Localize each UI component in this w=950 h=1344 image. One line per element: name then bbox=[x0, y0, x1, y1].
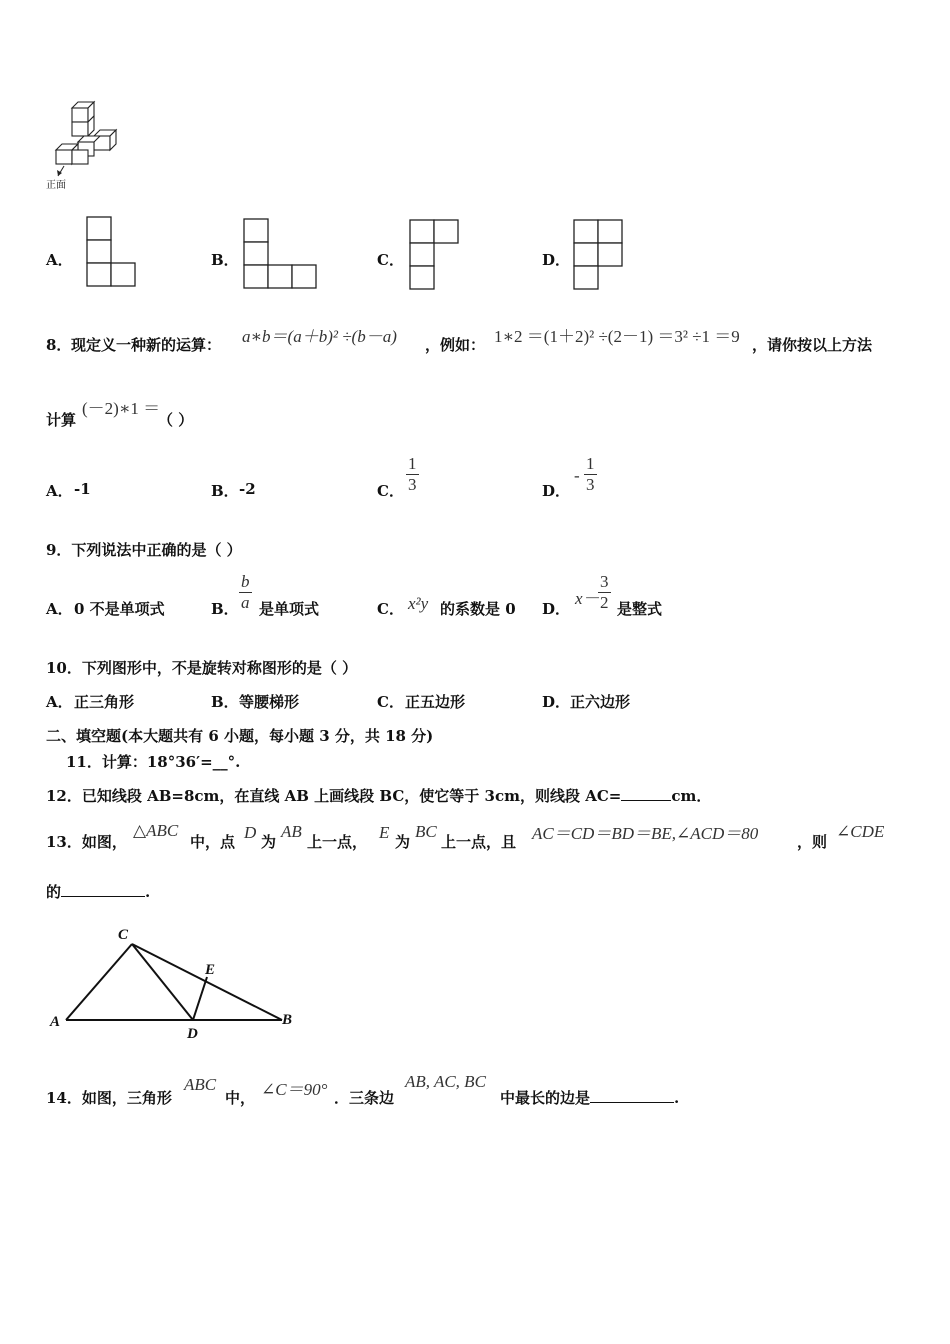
q12-line bbox=[46, 785, 711, 806]
q9-option-d-text: 是整式 bbox=[617, 600, 663, 618]
q9-option-c-text: 的系数是 0 bbox=[440, 600, 516, 618]
q7-option-b-label: B． bbox=[211, 251, 239, 269]
q13-m4: E bbox=[379, 823, 390, 842]
q7-option-c-figure bbox=[409, 219, 461, 291]
q9-option-c-label: C． bbox=[377, 600, 404, 618]
q8-line2-text: 计算 bbox=[46, 411, 77, 429]
q8-calc-formula: (－2)∗1 ＝ bbox=[82, 399, 161, 418]
q14-p3: ．三条边 bbox=[334, 1089, 395, 1107]
q10-option-b-text: 等腰梯形 bbox=[239, 693, 300, 711]
q8-option-c-label: C． bbox=[377, 482, 404, 500]
q9-option-b-label: B． bbox=[211, 600, 239, 618]
q13-m2: D bbox=[244, 823, 257, 842]
q9-option-d-formula: x－ bbox=[575, 589, 600, 608]
q8-text-tail: ，请你按以上方法 bbox=[752, 336, 873, 354]
fraction-numerator: 3 bbox=[600, 572, 609, 591]
q9-stem: 9．下列说法中正确的是（ ） bbox=[46, 541, 242, 559]
fraction-numerator: 1 bbox=[586, 454, 595, 473]
q8-option-b-value: -2 bbox=[239, 480, 256, 498]
q14-m1: ABC bbox=[184, 1075, 217, 1094]
q10-option-c-text: 正五边形 bbox=[405, 693, 466, 711]
q8-option-d-fraction bbox=[584, 454, 597, 495]
q8-example-formula: 1∗2 ＝(1＋2)² ÷(2－1) ＝3² ÷1 ＝9 bbox=[494, 327, 740, 346]
q13-p6: 上一点，且 bbox=[441, 833, 517, 851]
q11-text: 11．计算：18°36′=__°. bbox=[66, 753, 241, 771]
point-label-a: A bbox=[50, 1014, 61, 1030]
segment-cb bbox=[132, 944, 282, 1020]
q8-text-example: ，例如： bbox=[425, 336, 486, 354]
q8-text-lead: 现定义一种新的运算： bbox=[71, 336, 222, 354]
q13-m1: △ABC bbox=[133, 821, 179, 840]
q7-option-a-label: A． bbox=[46, 251, 73, 269]
q7-option-b-figure bbox=[243, 218, 319, 290]
q8-option-c-fraction bbox=[406, 454, 419, 495]
q14-m3: AB, AC, BC bbox=[405, 1072, 486, 1091]
fraction-numerator: b bbox=[241, 572, 250, 591]
q12-answer-blank bbox=[621, 800, 671, 801]
q14-p1: 14．如图，三角形 bbox=[46, 1089, 172, 1107]
q13-end: . bbox=[145, 883, 151, 901]
q8-option-a-label: A． bbox=[46, 482, 73, 500]
q13-p4: 上一点， bbox=[307, 833, 368, 851]
q13-m7: ∠CDE bbox=[836, 822, 885, 841]
q7-option-d-figure bbox=[573, 219, 625, 291]
q9-option-c-formula: x²y bbox=[408, 594, 429, 613]
q14-m2: ∠C＝90° bbox=[261, 1080, 328, 1099]
q10-option-a-text: 正三角形 bbox=[74, 693, 135, 711]
fraction-denominator: 2 bbox=[600, 593, 609, 612]
point-label-d: D bbox=[187, 1026, 198, 1042]
front-view-label: 正面 bbox=[46, 180, 66, 191]
point-label-e: E bbox=[205, 962, 216, 978]
q9-option-b-fraction bbox=[239, 572, 252, 613]
q8-number: 8． bbox=[46, 336, 72, 354]
q13-p7: ，则 bbox=[797, 833, 828, 851]
q13-line2 bbox=[46, 881, 150, 902]
q13-answer-blank bbox=[61, 896, 145, 897]
q8-option-b-label: B． bbox=[211, 482, 239, 500]
q10-option-a-label: A． bbox=[46, 693, 73, 711]
q13-m6: AC＝CD＝BD＝BE,∠ACD＝80 bbox=[532, 824, 759, 843]
q8-option-d-label: D． bbox=[542, 482, 571, 500]
q14-answer-blank bbox=[590, 1102, 674, 1103]
q10-option-d-label: D． bbox=[542, 693, 571, 711]
q8-option-d-sign: - bbox=[574, 466, 580, 485]
q13-p3: 为 bbox=[261, 833, 277, 851]
point-label-b: B bbox=[282, 1012, 293, 1028]
q9-option-d-label: D． bbox=[542, 600, 571, 618]
q10-option-c-label: C． bbox=[377, 693, 404, 711]
q14-p4: 中最长的边是 bbox=[500, 1089, 591, 1107]
q13-p5: 为 bbox=[395, 833, 411, 851]
segment-cd bbox=[132, 944, 193, 1020]
q9-option-b-text: 是单项式 bbox=[259, 600, 320, 618]
q9-option-d-fraction bbox=[598, 572, 611, 613]
fraction-denominator: 3 bbox=[586, 475, 595, 494]
q10-option-d-text: 正六边形 bbox=[570, 693, 631, 711]
q12-text-before: 12．已知线段 AB=8cm，在直线 AB 上画线段 BC，使它等于 3cm，则线段 AC= bbox=[46, 787, 622, 805]
q8-definition-formula: a∗b＝(a＋b)² ÷(b－a) bbox=[242, 327, 397, 346]
q14-end: . bbox=[674, 1089, 680, 1107]
q7-option-c-label: C． bbox=[377, 251, 404, 269]
segment-ac bbox=[66, 944, 132, 1020]
section-heading: 二、填空题(本大题共有 6 小题，每小题 3 分，共 18 分) bbox=[46, 727, 434, 745]
fraction-denominator: 3 bbox=[408, 475, 417, 494]
q7-option-a-figure bbox=[86, 216, 138, 288]
q13-m3: AB bbox=[281, 822, 302, 841]
q9-option-a-text: 0 不是单项式 bbox=[74, 600, 165, 618]
q13-m5: BC bbox=[415, 822, 437, 841]
q10-stem: 10．下列图形中，不是旋转对称图形的是（ ） bbox=[46, 659, 358, 677]
segment-de bbox=[193, 977, 207, 1020]
q14-p2: 中， bbox=[225, 1089, 256, 1107]
q10-option-b-label: B． bbox=[211, 693, 239, 711]
q13-p1: 13．如图， bbox=[46, 833, 127, 851]
q9-option-a-label: A． bbox=[46, 600, 73, 618]
q14-line-end bbox=[500, 1087, 679, 1108]
q13-p2: 中，点 bbox=[190, 833, 236, 851]
q13-triangle-figure bbox=[44, 912, 304, 1042]
q8-option-a-value: -1 bbox=[74, 480, 91, 498]
q13-line2-text: 的 bbox=[46, 883, 62, 901]
point-label-c: C bbox=[118, 927, 129, 943]
fraction-numerator: 1 bbox=[408, 454, 417, 473]
q12-text-after: cm． bbox=[671, 787, 712, 805]
q7-option-d-label: D． bbox=[542, 251, 571, 269]
fraction-denominator: a bbox=[241, 593, 250, 612]
q8-answer-paren: （ ） bbox=[158, 411, 194, 429]
